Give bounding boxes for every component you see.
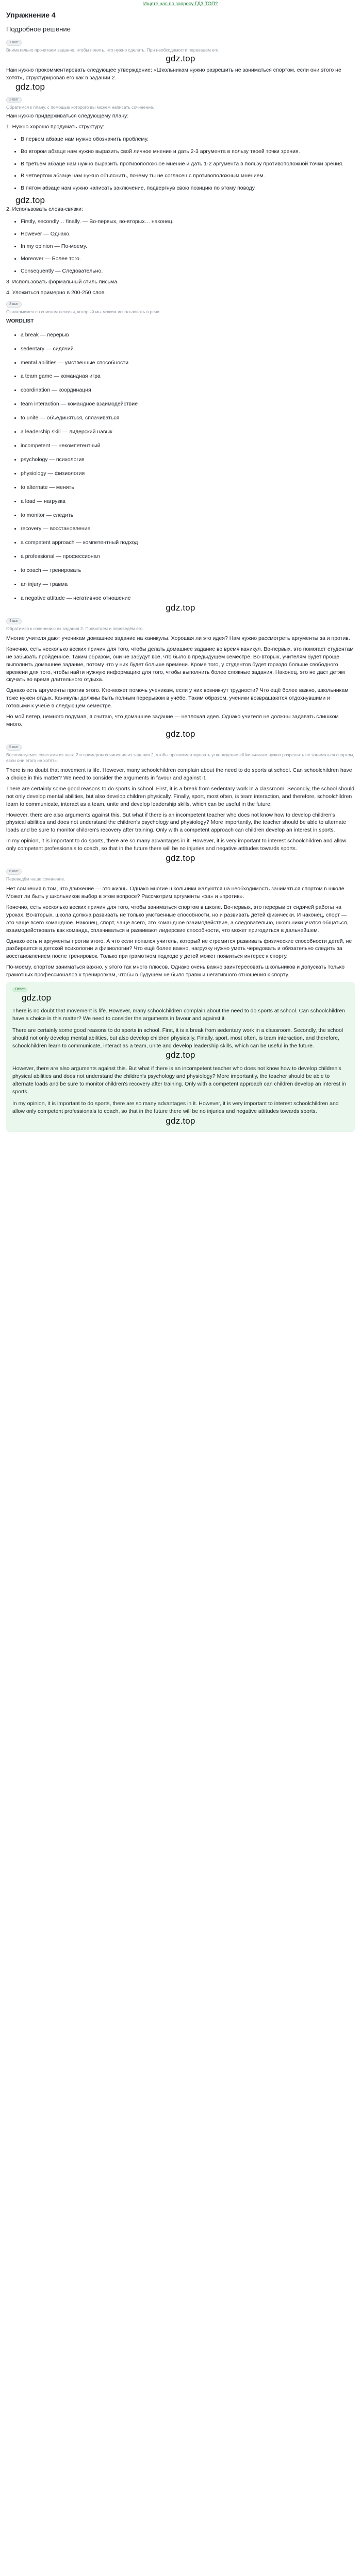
answer-paragraph: In my opinion, it is important to do sports, there are so many advantages in it. However, it is very important to interest schoolchildren and allow only competent professionals to coach, so that in the future there will be no injuries and negative attitudes towards sports. xyxy=(12,1100,339,1115)
plan-sub-item: However — Однако. xyxy=(14,230,355,238)
step-badge: 5 шаг xyxy=(6,744,22,751)
step-description: Переведём наше сочинение. xyxy=(6,876,65,882)
plan-sub-item: В третьем абзаце нам нужно выразить противоположное мнение и дать 1-2 аргумента в пользу противоположной точки зрения. xyxy=(14,160,355,168)
word-item: incompetent — некомпетентный xyxy=(14,442,355,450)
plan-sub-list xyxy=(6,135,355,193)
word-item: to monitor — следить xyxy=(14,512,355,519)
word-item: physiology — физиология xyxy=(14,470,355,478)
plan-item-title: 1. Нужно хорошо продумать структуру: xyxy=(6,123,105,130)
word-item: a break — перерыв xyxy=(14,331,355,339)
step-3 xyxy=(6,297,355,614)
plan-item xyxy=(6,195,355,275)
essay-paragraph: In my opinion, it is important to do sports, there are so many advantages in it. However, it is very important to interest schoolchildren and allow only competent professionals to coach, so that in the future there will be no injuries and negative attitudes towards sports. xyxy=(6,838,347,852)
plan-item-title: 3. Использовать формальный стиль письма. xyxy=(6,278,119,285)
plan-item xyxy=(6,123,355,192)
watermark: gdz.top xyxy=(166,728,195,739)
plan-sub-item: Во втором абзаце нам нужно выразить свой личное мнение и дать 2-3 аргумента в пользу твоей точки зрения. xyxy=(14,148,355,156)
step-badge: 3 шаг xyxy=(6,301,22,308)
step-6 xyxy=(6,864,355,979)
essay-paragraph: Конечно, есть несколько веских причин для того, чтобы делать домашнее задание во время каникул. Во-первых, это помогает студентам не забывать пройденное. Таким образом, они не забудут всё, что было в предыдущем семестре. Во-вторых, учителям будет проще выполнить домашнее задание, потому что у них будет больше времени. Кроме того, у студентов будет гораздо больше свободного времени для того, чтобы найти нужную информацию для того, чтобы выполнить более сложные задания. Наконец, это не даст детям скучать во время длительного отдыха. xyxy=(6,646,354,683)
gdz-top-link[interactable]: Ищете нас по запросу ГДЗ ТОП? xyxy=(143,1,218,7)
essay-paragraph: Конечно, есть несколько веских причин для того, чтобы заниматься спортом в школе. Во-первых, это перерыв от сидячей работы на уроках. Во-вторых, школа должна развивать не только умственные способности, но и развивать детей физически. И наконец, спорт — это чаще всего командное. Наконец, спорт, чаще всего, это командное взаимодействие, а следовательно, школьники учатся общаться, взаимодействовать как команда, сплачиваться и развивают лидерские способности, что может пригодиться в дальнейшем. xyxy=(6,904,349,934)
essay-paragraph: Многие учителя дают ученикам домашнее задание на каникулы. Хорошая ли это идея? Нам нужно рассмотреть аргументы за и против. xyxy=(6,635,350,641)
word-item: recovery — восстановление xyxy=(14,525,355,533)
word-item: a negative attitude — негативное отношение xyxy=(14,595,355,602)
plan-sub-list xyxy=(6,218,355,275)
watermark: gdz.top xyxy=(166,1050,195,1060)
essay-paragraph: Однако есть и аргументы против этого. А что если попался учитель, который не стремится развивать физические способности детей, не разбирается в детской психологии и физиологии? Что ещё более важно, нагрузку нужно уметь чередовать и обязательно следить за восстановлением после тренировок. Только при грамотном подходе у детей может появиться интерес к спорту. xyxy=(6,938,352,960)
wordlist-title: WORDLIST xyxy=(6,318,34,324)
exercise-title: Упражнение 4 xyxy=(6,11,56,19)
step-description: Обратимся к плану, с помощью которого вы можем написать сочинение. xyxy=(6,104,154,110)
word-item: coordination — координация xyxy=(14,386,355,394)
step-5 xyxy=(6,740,355,864)
plan-sub-item: В четвертом абзаце нам нужно объяснить, почему ты не согласен с противоположным мнением. xyxy=(14,172,355,180)
answer-paragraph: However, there are also arguments against this. But what if there is an incompetent teacher who does not know how to develop children's physical abilities and does not understand the children's psychology and physiology? More importantly, the teacher should be able to alternate loads and be sure to monitor children's recovery after training. Only with a competent approach can children develop an interest in sports. xyxy=(12,1065,346,1095)
step-description: Обратимся к сочинению из задания 2. Прочитаем и переведём его. xyxy=(6,625,144,631)
plan-sub-item: Moreover — Более того. xyxy=(14,255,355,263)
essay-paragraph: However, there are also arguments against this. But what if there is an incompetent teacher who does not know how to develop children's physical abilities and does not understand the children's psychology and physiology? More importantly, the teacher should be able to alternate loads and be sure to monitor children's recovery after training. Only with a competent approach can children develop an interest in sports. xyxy=(6,811,347,834)
watermark: gdz.top xyxy=(166,1115,195,1126)
solution-heading: Подробное решение xyxy=(6,25,71,33)
step-text: Нам нужно прокомментировать следующее утверждение: «Школьникам нужно разрешить не заниматься спортом, если они этого не хотят», структурировав его как в задании 2. xyxy=(6,67,341,81)
word-item: to alternate — менять xyxy=(14,484,355,492)
watermark: gdz.top xyxy=(166,54,195,64)
watermark: gdz.top xyxy=(166,602,195,613)
word-item: an injury — травма xyxy=(14,581,355,588)
word-item: team interaction — командное взаимодействие xyxy=(14,400,355,408)
page xyxy=(0,0,361,1137)
word-item: sedentary — сидячий xyxy=(14,345,355,353)
watermark: gdz.top xyxy=(166,853,195,863)
wordlist xyxy=(6,331,355,602)
plan-item-title: 2. Использовать слова-связки: xyxy=(6,206,83,213)
plan-item-title: 4. Уложиться примерно в 200-250 слов. xyxy=(6,289,106,296)
step-description: Внимательно прочитаем задание, чтобы понять, что нужно сделать. При необходимости переведём его. xyxy=(6,47,220,53)
word-item: a competent approach — компетентный подход xyxy=(14,539,355,547)
plan-intro: Нам нужно придерживаться следующему плану: xyxy=(6,112,129,119)
step-badge: 1 шаг xyxy=(6,40,22,46)
step-description: Ознакомимся со списком лексики, который мы можем использовать в речи. xyxy=(6,309,161,314)
plan-item xyxy=(6,278,355,286)
answer-paragraph: There are certainly some good reasons to do sports in school. First, it is a break from sedentary work in a classroom. Secondly, the school should not only develop mental abilities, but also develop children physically. Finally, sport, most often, is team interaction, and therefore, schoolchildren learn to communicate, interact as a team, unite and develop leadership skills, which can be useful in the future. xyxy=(12,1027,343,1049)
plan-sub-item: In my opinion — По-моему. xyxy=(14,243,355,250)
essay-paragraph: По-моему, спортом заниматься важно, у этого так много плюсов. Однако очень важно заинтересовать школьников и допускать только грамотных профессионалов к тренировкам, чтобы в будущем не было травм и негативного отношения к спорту. xyxy=(6,964,345,978)
word-item: mental abilities — умственные способности xyxy=(14,359,355,367)
plan-item xyxy=(6,289,355,297)
step-4 xyxy=(6,614,355,740)
step-description: Воспользуемся советами из шага 2 и примером сочинения из задания 2, чтобы прокомментировать утверждение «Школьникам нужно разрешить не заниматься спортом, если они этого не хотят». xyxy=(6,752,354,763)
word-item: a leadership skill — лидерский навык xyxy=(14,428,355,436)
step-2 xyxy=(6,92,355,297)
essay-paragraph: Нет сомнения в том, что движение — это жизнь. Однако многие школьники жалуются на необходимость заниматься спортом в школе. Может ли быть у школьников выбор в этом вопросе? Рассмотрим аргументы «за» и «против». xyxy=(6,886,346,900)
step-badge: 2 шаг xyxy=(6,97,22,103)
plan-list xyxy=(6,123,355,297)
watermark: gdz.top xyxy=(22,992,52,1003)
word-item: to coach — тренировать xyxy=(14,567,355,574)
plan-sub-item: Firstly, secondly… finally. — Во-первых, во-вторых… наконец. xyxy=(14,218,355,226)
essay-paragraph: Но мой ветер, немного подумав, я считаю, что домашнее задание — неплохая идея. Однако учителя не должны задавать слишком много. xyxy=(6,714,339,727)
word-item: a load — нагрузка xyxy=(14,498,355,505)
word-item: a team game — командная игра xyxy=(14,372,355,380)
answer-paragraph: There is no doubt that movement is life. However, many schoolchildren complain about the need to do sports at school. Can schoolchildren have a choice in this matter? We need to consider the arguments in favour and against it. xyxy=(12,1007,345,1022)
word-item: psychology — психология xyxy=(14,456,355,464)
watermark: gdz.top xyxy=(15,81,45,92)
plan-sub-item: В первом абзаце нам нужно обозначить проблему. xyxy=(14,135,355,143)
answer-badge: Ответ xyxy=(12,987,27,992)
essay-paragraph: There are certainly some good reasons to do sports in school. First, it is a break from sedentary work in a classroom. Secondly, the school should not only develop mental abilities, but also develop children physically. Finally, sport, most often, is team interaction, and therefore, schoolchildren learn to communicate, interact as a team, unite and develop leadership skills, which can be useful in the future. xyxy=(6,785,355,807)
plan-sub-item: В пятом абзаце нам нужно написать заключение, подвергнув свою позицию по этому поводу. xyxy=(14,184,355,192)
essay-paragraph: There is no doubt that movement is life. However, many schoolchildren complain about the need to do sports at school. Can schoolchildren have a choice in this matter? We need to consider the arguments in favour and against it. xyxy=(6,767,352,781)
step-badge: 4 шаг xyxy=(6,618,22,624)
essay-paragraph: Однако есть аргументы против этого. Кто-может помочь ученикам, если у них возникнут трудности? Что ещё более важно, школьникам тоже нужен отдых. Каникулы должны быть полным перерывом в учёбе. Таким образом, ученики возвращаются отдохнувшими и готовыми к учёбе в следующем семестре. xyxy=(6,687,349,709)
answer-box xyxy=(6,982,355,1132)
step-1 xyxy=(6,35,355,92)
plan-sub-item: Consequently — Следовательно. xyxy=(14,267,355,275)
watermark: gdz.top xyxy=(15,195,45,206)
word-item: to unite — объединяться, сплачиваться xyxy=(14,414,355,422)
step-badge: 6 шаг xyxy=(6,869,22,875)
word-item: a professional — профессионал xyxy=(14,553,355,561)
